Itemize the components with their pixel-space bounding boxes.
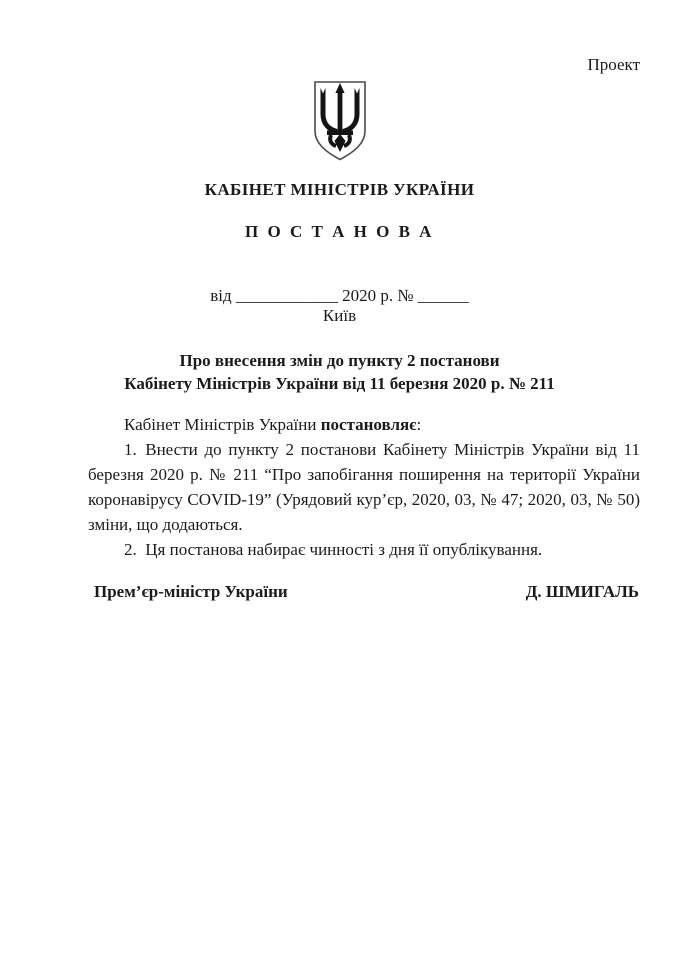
emblem-container [0,79,679,163]
org-name: КАБІНЕТ МІНІСТРІВ УКРАЇНИ [204,180,475,199]
draft-label: Проект [587,55,640,74]
lead-colon: : [416,415,422,434]
signature-name: Д. ШМИГАЛЬ [525,582,639,601]
lead-text: Кабінет Міністрів України [124,415,321,434]
doc-type-heading: П О С Т А Н О В А [245,222,434,241]
document-body [88,412,640,562]
date-number-line: від ____________ 2020 р. № ______ [210,286,469,305]
paragraph-item-2: 2. Ця постанова набирає чинності з дня її опублікування. [124,540,543,559]
signature-row [94,582,639,602]
ukraine-trident-emblem [311,79,369,163]
city-label: Київ [322,306,357,325]
lead-bold-word: постановляє [320,415,417,434]
doc-title [0,349,679,395]
doc-title-line2: Кабінету Міністрів України від 11 березня 2020 р. № 211 [124,374,555,393]
lead-paragraph [88,412,640,437]
paragraph-item-1: 1. Внести до пункту 2 постанови Кабінету Міністрів України від 11 березня 2020 р. № 211 “Про запобігання поширення на території України коронавірусу COVID-19” (Урядовий кур’єр, 2020, 03, № 47; 2020, 03, № 50) зміни, що додаються. [88,440,640,534]
signature-position: Прем’єр-міністр України [94,582,288,601]
doc-title-line1: Про внесення змін до пункту 2 постанови [179,351,500,370]
